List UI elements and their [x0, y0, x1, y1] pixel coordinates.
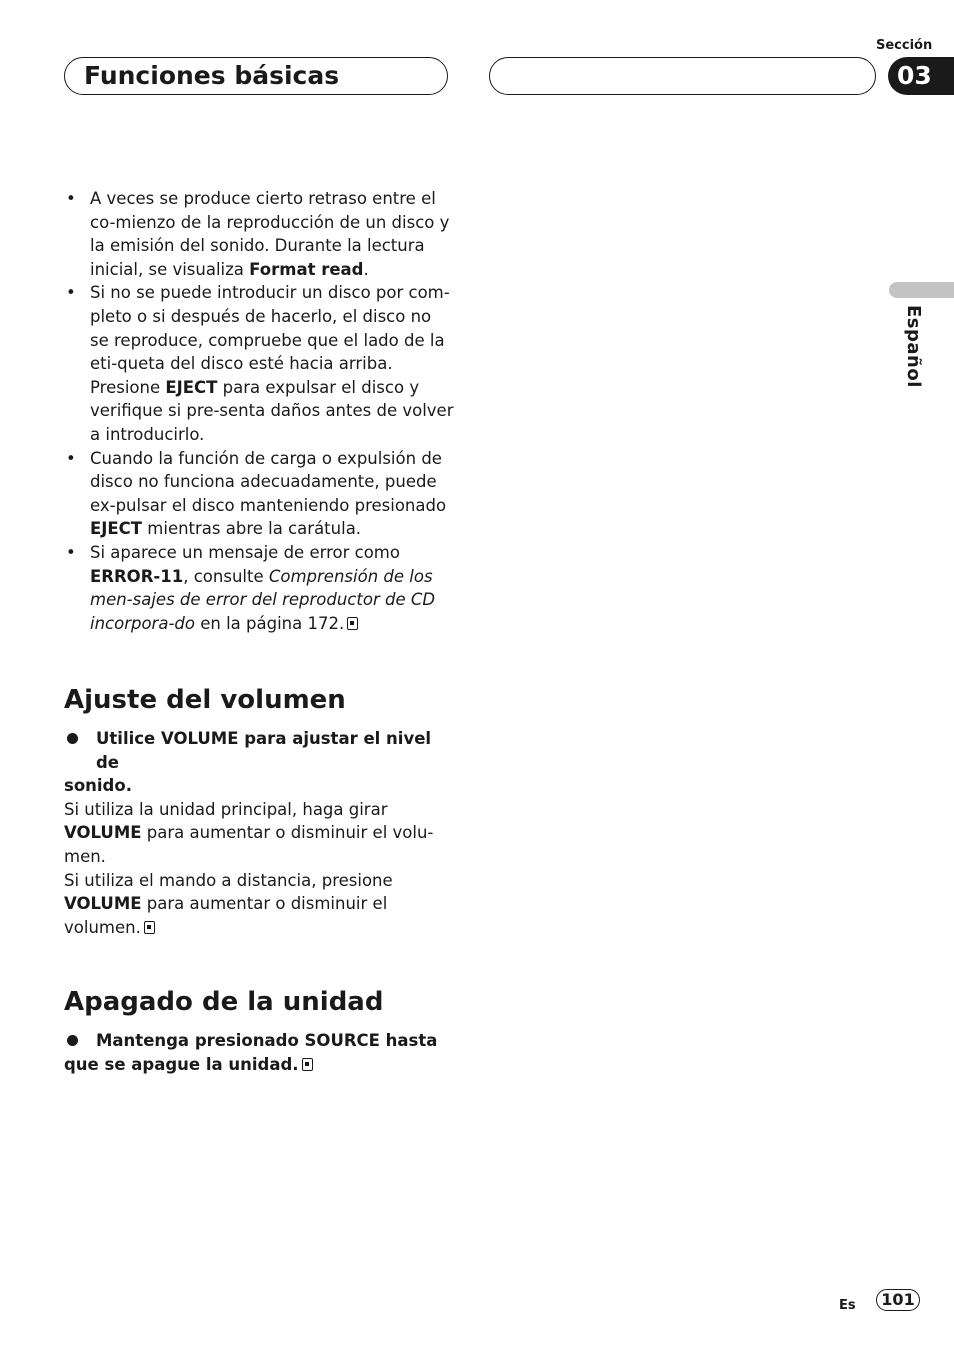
heading-power-off: Apagado de la unidad — [64, 987, 384, 1017]
footer-language-code: Es — [839, 1298, 856, 1313]
note-text: Si aparece un mensaje de error como — [90, 542, 400, 562]
header-empty-frame — [489, 57, 876, 95]
instruction-line-wrap — [64, 1053, 454, 1077]
note-bold: EJECT — [165, 377, 218, 397]
note-bold: Format read — [249, 259, 364, 279]
note-bold: EJECT — [90, 519, 143, 539]
power-instruction — [64, 1029, 454, 1076]
paragraph-text: para aumentar o disminuir el volumen. — [64, 894, 388, 937]
list-item — [64, 187, 454, 281]
heading-volume: Ajuste del volumen — [64, 685, 346, 715]
instruction-line: que se apague la unidad. — [64, 1054, 299, 1074]
instruction-line: Mantenga presionado SOURCE hasta — [96, 1031, 438, 1050]
volume-paragraph-2 — [64, 869, 454, 940]
paragraph-bold: VOLUME — [64, 894, 142, 914]
section-number: 03 — [888, 57, 954, 95]
chapter-title: Funciones básicas — [64, 57, 448, 95]
notes-list — [64, 187, 454, 635]
instruction-line: sonido. — [64, 776, 132, 796]
volume-section — [64, 727, 454, 939]
end-mark-icon — [347, 617, 358, 630]
note-text: Si no se puede introducir un disco por com-pleto o si después de hacerlo, el disco no se reproduce, compruebe que el lado de la eti-queta del disco esté hacia arriba. Presione — [90, 283, 450, 397]
end-mark-icon — [302, 1058, 313, 1071]
note-text: para expulsar el disco y verifique si pre-senta daños antes de volver a introducirlo. — [90, 377, 454, 444]
language-tab — [889, 282, 954, 298]
volume-instruction — [64, 727, 454, 798]
note-text: , consulte — [183, 566, 269, 586]
instruction-line: Utilice VOLUME para ajustar el nivel de — [96, 729, 432, 772]
paragraph-text: Si utiliza la unidad principal, haga girar — [64, 799, 388, 819]
section-label: Sección — [876, 38, 933, 53]
note-bold: ERROR-11 — [90, 566, 184, 586]
note-text: mientras abre la carátula. — [142, 519, 362, 539]
list-item — [64, 281, 454, 446]
volume-paragraph-1 — [64, 798, 454, 869]
note-text: Cuando la función de carga o expulsión de disco no funciona adecuadamente, puede ex-pulsar el disco manteniendo presionado — [90, 448, 447, 515]
note-text: en la página 172. — [194, 613, 345, 633]
page-number: 101 — [876, 1289, 920, 1311]
end-mark-icon — [144, 921, 155, 934]
paragraph-text: Si utiliza el mando a distancia, presione — [64, 870, 393, 890]
note-text: A veces se produce cierto retraso entre el co-mienzo de la reproducción de un disco y la emisión del sonido. Durante la lectura inicial, se visualiza — [90, 189, 450, 279]
list-item — [64, 447, 454, 541]
note-italic: Comprensión de los men-sajes de error del reproductor de CD incorpora-do — [90, 566, 436, 633]
note-text: . — [363, 259, 369, 279]
paragraph-text: para aumentar o disminuir el volu-men. — [64, 823, 434, 866]
power-section — [64, 1029, 454, 1076]
list-item — [64, 541, 454, 635]
language-label: Español — [903, 305, 924, 388]
paragraph-bold: VOLUME — [64, 823, 142, 843]
